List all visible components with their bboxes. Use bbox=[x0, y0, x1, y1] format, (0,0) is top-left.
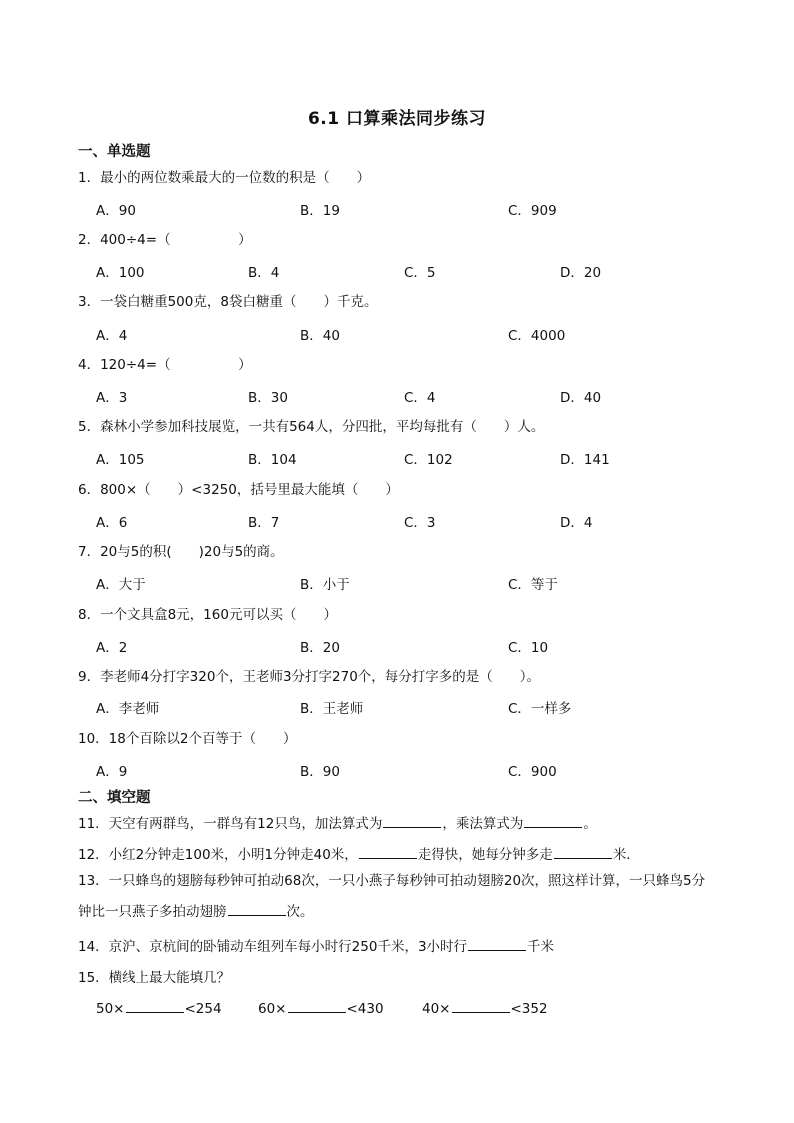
q7-option-a: A．大于 bbox=[96, 577, 146, 593]
q1-option-c: C．909 bbox=[508, 203, 557, 219]
q5-option-b: B．104 bbox=[248, 452, 297, 468]
question-7: 7．20与5的积( )20与5的商。 bbox=[78, 544, 284, 560]
question-10: 10．18个百除以2个百等于（ ） bbox=[78, 731, 297, 747]
question-11: 11．天空有两群鸟，一群鸟有12只鸟，加法算式为 ，乘法算式为 。 bbox=[78, 816, 597, 832]
question-14: 14．京沪、京杭间的卧铺动车组列车每小时行250千米，3小时行 千米 bbox=[78, 939, 555, 955]
q3-option-c: C．4000 bbox=[508, 328, 566, 344]
q1-option-b: B．19 bbox=[300, 203, 340, 219]
q4-option-a: A．3 bbox=[96, 390, 128, 406]
q15-expression-3: 40× <352 bbox=[422, 1001, 548, 1017]
q9-option-a: A．李老师 bbox=[96, 701, 160, 717]
q2-option-c: C．5 bbox=[404, 265, 436, 281]
answer-blank[interactable] bbox=[126, 1000, 184, 1013]
answer-blank[interactable] bbox=[359, 846, 417, 859]
question-1: 1．最小的两位数乘最大的一位数的积是（ ） bbox=[78, 170, 371, 186]
q1-option-a: A．90 bbox=[96, 203, 136, 219]
section-single-choice: 一、单选题 bbox=[78, 144, 151, 160]
question-15: 15．横线上最大能填几？ bbox=[78, 970, 231, 986]
q10-option-b: B．90 bbox=[300, 764, 340, 780]
q2-option-b: B．4 bbox=[248, 265, 280, 281]
question-5: 5．森林小学参加科技展览，一共有564人，分四批，平均每批有（ ）人。 bbox=[78, 419, 545, 435]
question-8: 8．一个文具盒8元，160元可以买（ ） bbox=[78, 607, 337, 623]
q10-option-a: A．9 bbox=[96, 764, 128, 780]
q3-option-a: A．4 bbox=[96, 328, 128, 344]
q9-option-c: C．一样多 bbox=[508, 701, 572, 717]
q2-option-d: D．20 bbox=[560, 265, 602, 281]
q4-option-c: C．4 bbox=[404, 390, 436, 406]
answer-blank[interactable] bbox=[452, 1000, 510, 1013]
section-fill-in: 二、填空题 bbox=[78, 790, 151, 806]
answer-blank[interactable] bbox=[554, 846, 612, 859]
question-3: 3．一袋白糖重500克，8袋白糖重（ ）千克。 bbox=[78, 294, 378, 310]
q5-option-c: C．102 bbox=[404, 452, 453, 468]
answer-blank[interactable] bbox=[524, 815, 582, 828]
question-6: 6．800×（ ）<3250，括号里最大能填（ ） bbox=[78, 482, 399, 498]
q5-option-a: A．105 bbox=[96, 452, 145, 468]
answer-blank[interactable] bbox=[228, 903, 286, 916]
q6-option-b: B．7 bbox=[248, 515, 280, 531]
answer-blank[interactable] bbox=[383, 815, 441, 828]
q7-option-b: B．小于 bbox=[300, 577, 350, 593]
question-4: 4．120÷4=（ ） bbox=[78, 357, 252, 373]
question-13: 13．一只蜂鸟的翅膀每秒钟可拍动68次，一只小燕子每秒钟可拍动翅膀20次，照这样计算，一只蜂鸟5分钟比一只燕子多拍动翅膀 次。 bbox=[78, 873, 706, 920]
q2-option-a: A．100 bbox=[96, 265, 145, 281]
q15-expression-1: 50× <254 bbox=[96, 1001, 222, 1017]
q8-option-b: B．20 bbox=[300, 640, 340, 656]
answer-blank[interactable] bbox=[288, 1000, 346, 1013]
q6-option-d: D．4 bbox=[560, 515, 593, 531]
q6-option-a: A．6 bbox=[96, 515, 128, 531]
question-12: 12．小红2分钟走100米，小明1分钟走40米， 走得快，她每分钟多走 米． bbox=[78, 847, 640, 863]
answer-blank[interactable] bbox=[468, 938, 526, 951]
q6-option-c: C．3 bbox=[404, 515, 436, 531]
q4-option-d: D．40 bbox=[560, 390, 602, 406]
page-title: 6.1 口算乘法同步练习 bbox=[307, 109, 487, 129]
q15-expression-2: 60× <430 bbox=[258, 1001, 384, 1017]
q3-option-b: B．40 bbox=[300, 328, 340, 344]
q10-option-c: C．900 bbox=[508, 764, 557, 780]
q4-option-b: B．30 bbox=[248, 390, 288, 406]
q8-option-a: A．2 bbox=[96, 640, 128, 656]
question-2: 2．400÷4=（ ） bbox=[78, 232, 252, 248]
q9-option-b: B．王老师 bbox=[300, 701, 364, 717]
q7-option-c: C．等于 bbox=[508, 577, 558, 593]
q8-option-c: C．10 bbox=[508, 640, 549, 656]
q5-option-d: D．141 bbox=[560, 452, 610, 468]
question-9: 9．李老师4分打字320个，王老师3分打字270个，每分打字多的是（ ）。 bbox=[78, 669, 541, 685]
